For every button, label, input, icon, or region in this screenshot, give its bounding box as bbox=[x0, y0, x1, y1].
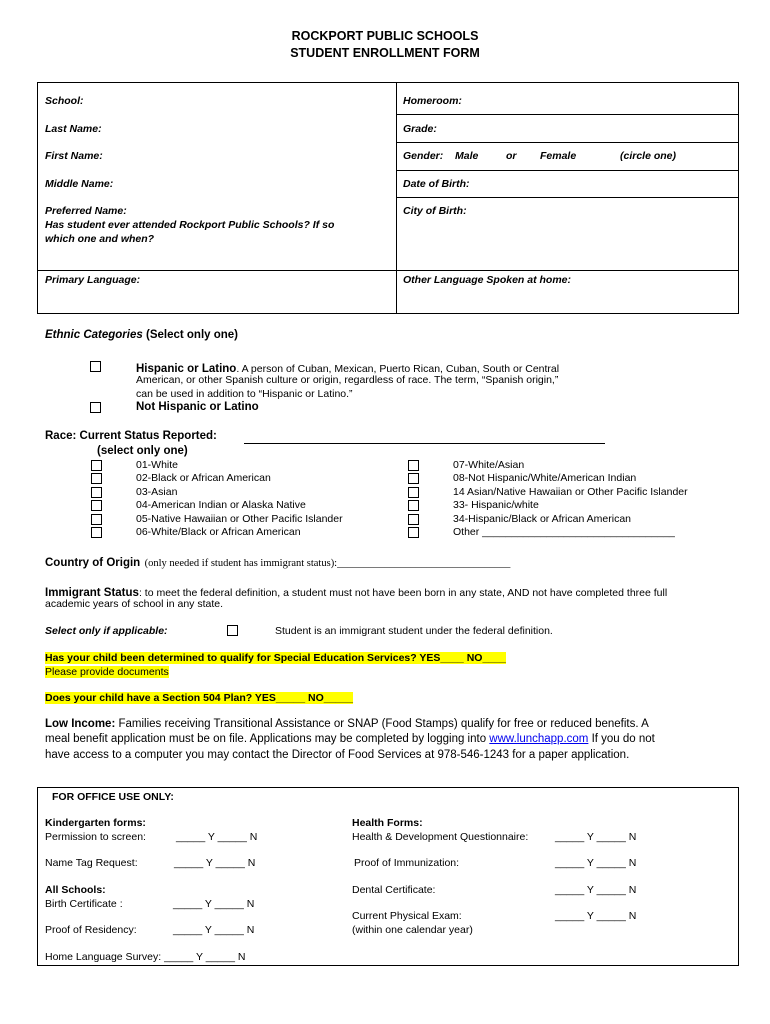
country-of-origin bbox=[45, 553, 510, 571]
country-note: (only needed if student has immigrant status):_________________________________ bbox=[144, 558, 511, 569]
attended-question-line1: Has student ever attended Rockport Public Schools? If so bbox=[45, 219, 335, 231]
hispanic-desc2: American, or other Spanish culture or origin, regardless of race. The term, “Spanish origin,” bbox=[136, 374, 559, 386]
race-right-checkbox-0[interactable] bbox=[408, 460, 419, 471]
homeroom-label: Homeroom: bbox=[403, 95, 462, 107]
not-hispanic-checkbox[interactable] bbox=[90, 402, 101, 413]
race-right-option-label: 08-Not Hispanic/White/American Indian bbox=[453, 472, 637, 485]
immigrant-text1: : to meet the federal definition, a student must not have been born in any state, AND not have completed three full bbox=[138, 587, 668, 599]
gender-or-text: or bbox=[506, 150, 517, 162]
office-use-heading: FOR OFFICE USE ONLY: bbox=[52, 791, 174, 803]
first-name-label: First Name: bbox=[45, 150, 103, 162]
home-language-survey[interactable]: Home Language Survey: _____ Y _____ N bbox=[45, 951, 246, 963]
office-use-box bbox=[37, 787, 739, 966]
health-forms-heading: Health Forms: bbox=[352, 817, 423, 829]
race-left-checkbox-3[interactable] bbox=[91, 500, 102, 511]
physical-yn[interactable]: _____ Y _____ N bbox=[555, 910, 637, 922]
race-heading: Race: Current Status Reported: bbox=[45, 430, 217, 442]
plan504-question bbox=[45, 692, 353, 704]
race-right-checkbox-1[interactable] bbox=[408, 473, 419, 484]
sped-note bbox=[45, 666, 169, 678]
race-left-option-label: 04-American Indian or Alaska Native bbox=[136, 499, 306, 512]
dental-yn[interactable]: _____ Y _____ N bbox=[555, 884, 637, 896]
dental-label: Dental Certificate: bbox=[352, 884, 436, 896]
race-left-checkbox-5[interactable] bbox=[91, 527, 102, 538]
questionnaire-label: Health & Development Questionnaire: bbox=[352, 831, 529, 843]
immunization-label: Proof of Immunization: bbox=[354, 857, 460, 869]
circle-one-note: (circle one) bbox=[620, 150, 677, 162]
race-left-checkbox-1[interactable] bbox=[91, 473, 102, 484]
last-name-label: Last Name: bbox=[45, 123, 102, 135]
plan504-question-text: Does your child have a Section 504 Plan? YES_____ NO_____ bbox=[45, 692, 353, 704]
permission-label: Permission to screen: bbox=[45, 831, 146, 843]
immigrant-checkbox[interactable] bbox=[227, 625, 238, 636]
race-right-checkbox-3[interactable] bbox=[408, 500, 419, 511]
grade-label: Grade: bbox=[403, 123, 437, 135]
low-income-text2a: meal benefit application must be on file. Applications may be completed by logging into bbox=[45, 733, 490, 745]
gender-male-option[interactable]: Male bbox=[455, 150, 479, 162]
immigrant-option-label: Student is an immigrant student under the federal definition. bbox=[275, 625, 553, 637]
name-tag-yn[interactable]: _____ Y _____ N bbox=[174, 857, 256, 869]
race-left-option-label: 05-Native Hawaiian or Other Pacific Islander bbox=[136, 512, 343, 525]
sped-note-text: Please provide documents bbox=[45, 666, 169, 678]
ethnic-heading-label: Ethnic Categories bbox=[45, 329, 143, 341]
race-right-option-label: 07-White/Asian bbox=[453, 459, 525, 471]
residency-label: Proof of Residency: bbox=[45, 924, 137, 936]
primary-language-label: Primary Language: bbox=[45, 274, 141, 286]
race-left-checkbox-2[interactable] bbox=[91, 487, 102, 498]
race-underline bbox=[244, 443, 605, 444]
race-left-checkbox-4[interactable] bbox=[91, 514, 102, 525]
immigrant-text2: academic years of school in any state. bbox=[45, 598, 224, 610]
race-right-checkbox-5[interactable] bbox=[408, 527, 419, 538]
lunchapp-link[interactable]: www.lunchapp.com bbox=[489, 733, 589, 745]
physical-note: (within one calendar year) bbox=[352, 924, 473, 936]
race-left-option-label: 02-Black or African American bbox=[136, 472, 271, 485]
birth-cert-yn[interactable]: _____ Y _____ N bbox=[173, 898, 255, 910]
hispanic-desc3: can be used in addition to “Hispanic or Latino.” bbox=[136, 388, 353, 400]
dob-label: Date of Birth: bbox=[403, 178, 470, 190]
race-right-checkbox-4[interactable] bbox=[408, 514, 419, 525]
hispanic-checkbox[interactable] bbox=[90, 361, 101, 372]
gender-label: Gender: bbox=[403, 150, 444, 162]
low-income-text3: have access to a computer you may contact the Director of Food Services at 978-546-1243 for a paper application. bbox=[45, 749, 630, 761]
hispanic-label: Hispanic or Latino bbox=[136, 363, 237, 375]
country-label: Country of Origin bbox=[45, 557, 141, 569]
race-left-option-label: 06-White/Black or African American bbox=[136, 526, 301, 538]
other-language-label: Other Language Spoken at home: bbox=[403, 274, 572, 286]
district-title: ROCKPORT PUBLIC SCHOOLS bbox=[291, 29, 479, 43]
all-schools-heading: All Schools: bbox=[45, 884, 106, 896]
birth-cert-label: Birth Certificate : bbox=[45, 898, 123, 910]
low-income-line2 bbox=[45, 733, 655, 745]
race-left-option-label: 03-Asian bbox=[136, 485, 178, 498]
name-tag-label: Name Tag Request: bbox=[45, 857, 138, 869]
race-right-option-label: 14 Asian/Native Hawaiian or Other Pacific Islander bbox=[453, 485, 688, 498]
attended-question-line2: which one and when? bbox=[45, 233, 155, 245]
physical-label: Current Physical Exam: bbox=[352, 910, 462, 922]
city-of-birth-label: City of Birth: bbox=[403, 205, 467, 217]
immunization-yn[interactable]: _____ Y _____ N bbox=[555, 857, 637, 869]
immigrant-select-label: Select only if applicable: bbox=[45, 625, 168, 637]
hispanic-desc1: . A person of Cuban, Mexican, Puerto Rican, Cuban, South or Central bbox=[236, 363, 560, 375]
preferred-name-label: Preferred Name: bbox=[45, 205, 127, 217]
not-hispanic-label: Not Hispanic or Latino bbox=[136, 401, 259, 413]
low-income-text1: Families receiving Transitional Assistance or SNAP (Food Stamps) qualify for free or reduced benefits. A bbox=[115, 718, 649, 730]
gender-female-option[interactable]: Female bbox=[540, 150, 577, 162]
race-left-option-label: 01-White bbox=[136, 459, 179, 471]
low-income-line1 bbox=[45, 718, 649, 730]
immigrant-label: Immigrant Status bbox=[45, 587, 139, 599]
low-income-label: Low Income: bbox=[45, 718, 116, 730]
ethnic-heading bbox=[45, 329, 238, 341]
form-title: STUDENT ENROLLMENT FORM bbox=[290, 46, 480, 60]
sped-question-text: Has your child been determined to qualify for Special Education Services? YES____ NO____ bbox=[45, 652, 506, 664]
race-right-checkbox-2[interactable] bbox=[408, 487, 419, 498]
race-right-option-label: Other _________________________________ bbox=[453, 526, 675, 538]
race-right-option-label: 33- Hispanic/white bbox=[453, 499, 539, 512]
race-left-checkbox-0[interactable] bbox=[91, 460, 102, 471]
sped-question bbox=[45, 652, 506, 664]
kindergarten-heading: Kindergarten forms: bbox=[45, 817, 146, 829]
questionnaire-yn[interactable]: _____ Y _____ N bbox=[555, 831, 637, 843]
residency-yn[interactable]: _____ Y _____ N bbox=[173, 924, 255, 936]
ethnic-heading-suffix: (Select only one) bbox=[145, 329, 239, 341]
school-label: School: bbox=[45, 95, 84, 107]
race-subheading: (select only one) bbox=[97, 445, 188, 457]
middle-name-label: Middle Name: bbox=[45, 178, 114, 190]
low-income-text2b: If you do not bbox=[588, 733, 655, 745]
permission-yn[interactable]: _____ Y _____ N bbox=[176, 831, 258, 843]
race-right-option-label: 34-Hispanic/Black or African American bbox=[453, 512, 631, 525]
